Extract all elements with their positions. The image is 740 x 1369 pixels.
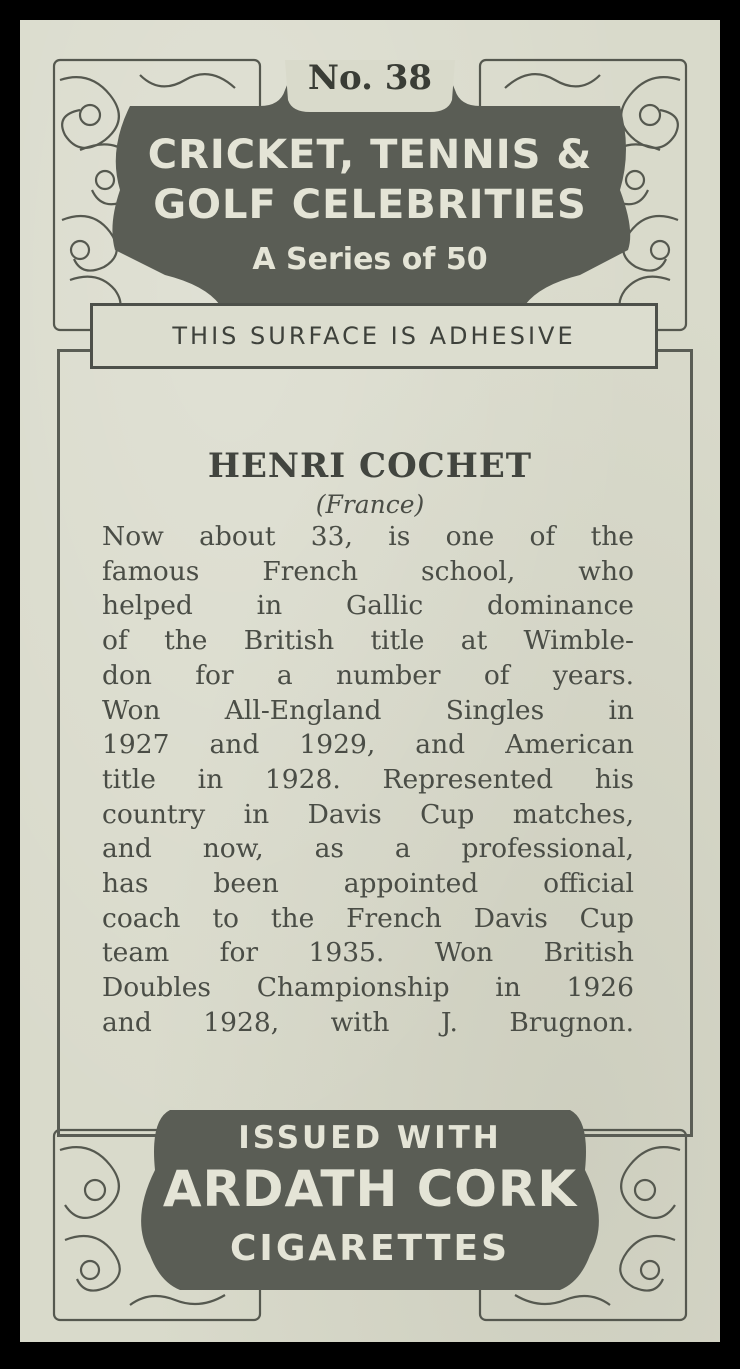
- series-subtitle: A Series of 50: [252, 242, 488, 277]
- bio-line: helped in Gallic dominance: [102, 590, 634, 622]
- bio-line: title in 1928. Represented his: [102, 763, 634, 795]
- bio-line: country in Davis Cup matches,: [102, 798, 634, 830]
- footer-product: CIGARETTES: [230, 1228, 510, 1269]
- bio-line: Doubles Championship in 1926: [102, 972, 634, 1004]
- bio-line: of the British title at Wimble-: [102, 625, 634, 657]
- series-title-line-1: CRICKET, TENNIS &: [147, 132, 593, 178]
- player-name: HENRI COCHET: [207, 446, 533, 486]
- bio-line: don for a number of years.: [102, 659, 634, 691]
- card-number: No. 38: [307, 58, 433, 98]
- player-country: (France): [315, 490, 425, 519]
- series-title-line-2: GOLF CELEBRITIES: [153, 182, 587, 228]
- footer-issued-with: ISSUED WITH: [238, 1120, 502, 1156]
- player-biography: [102, 520, 634, 1041]
- bio-line: and 1928, with J. Brugnon.: [102, 1006, 634, 1038]
- bio-line: Now about 33, is one of the: [102, 521, 634, 552]
- bio-line: 1927 and 1929, and American: [102, 729, 634, 761]
- bio-line: has been appointed official: [102, 868, 634, 900]
- footer-brand: ARDATH CORK: [162, 1160, 578, 1218]
- bio-line: coach to the French Davis Cup: [102, 902, 634, 934]
- cigarette-card: [20, 20, 720, 1342]
- bio-line: Won All-England Singles in: [102, 694, 634, 726]
- bio-line: team for 1935. Won British: [102, 937, 634, 969]
- bio-line: famous French school, who: [102, 555, 634, 587]
- bio-line: and now, as a professional,: [102, 833, 634, 865]
- adhesive-notice: THIS SURFACE IS ADHESIVE: [90, 303, 658, 369]
